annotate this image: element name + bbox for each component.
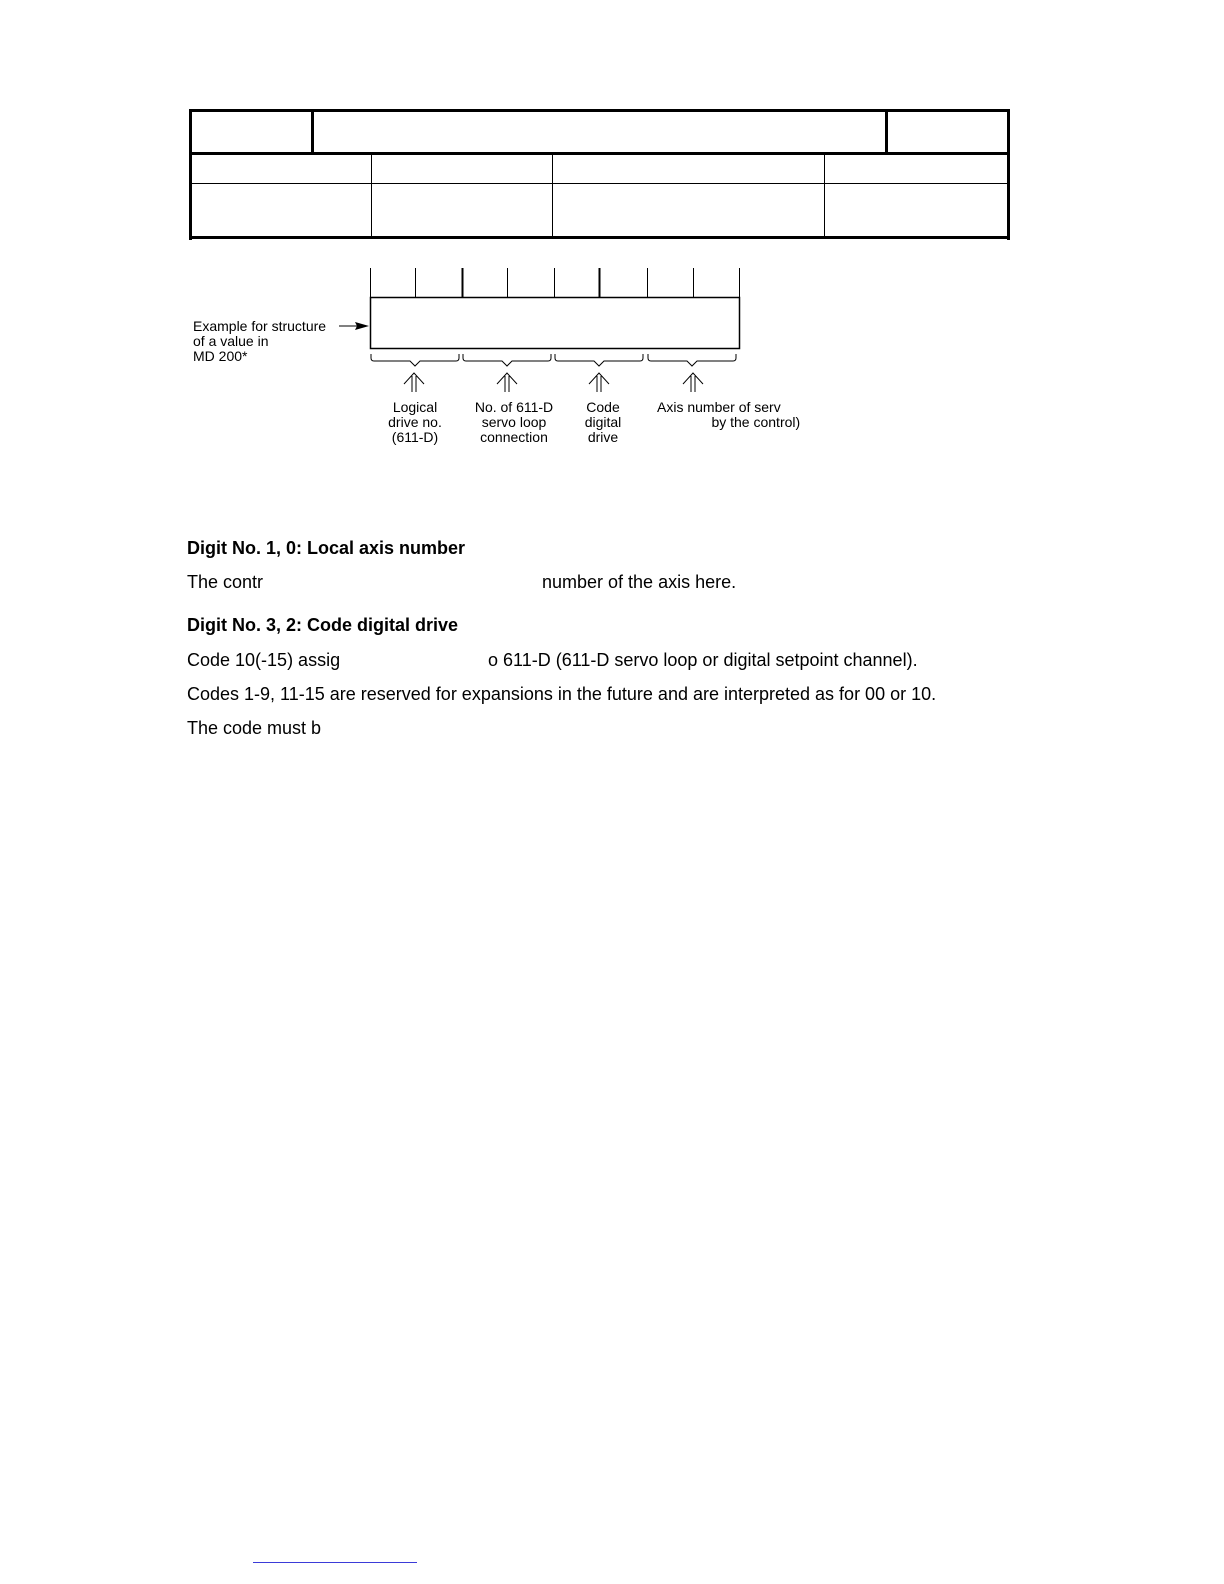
group-label-code-digital-drive: Code digital drive xyxy=(584,399,622,445)
group-label-axis-number: Axis number of serv by the control) xyxy=(657,399,801,430)
group-label-servo-loop: No. of 611-D servo loop connection xyxy=(474,399,554,445)
paragraph-line-fragment: o 611-D (611-D servo loop or digital setpoint channel). xyxy=(488,650,918,670)
brace-axis xyxy=(648,354,736,366)
pointer-arrowhead xyxy=(355,322,369,330)
paragraph-line: Codes 1-9, 11-15 are reserved for expansions in the future and are interpreted as for 00 or 10. xyxy=(187,684,937,704)
brace-servo-loop xyxy=(463,354,551,366)
paragraph-line: The contr xyxy=(187,572,264,592)
section-heading: Digit No. 3, 2: Code digital drive xyxy=(187,615,459,635)
paragraph-line: The code must b xyxy=(187,718,322,738)
diagram-graphics xyxy=(0,0,1224,460)
up-arrow-2-icon xyxy=(497,373,517,392)
paragraph-line-fragment: number of the axis here. xyxy=(542,572,737,592)
up-arrow-1-icon xyxy=(404,373,424,392)
brace-logical xyxy=(371,354,459,366)
example-label: Example for structure of a value in MD 200* xyxy=(193,318,327,364)
brace-code xyxy=(555,354,643,366)
value-box xyxy=(371,298,740,349)
paragraph-line: Code 10(-15) assig xyxy=(187,650,341,670)
section-heading: Digit No. 1, 0: Local axis number xyxy=(187,538,466,558)
group-label-logical-drive: Logical drive no. (611-D) xyxy=(388,399,442,445)
up-arrow-4-icon xyxy=(683,373,703,392)
up-arrow-3-icon xyxy=(589,373,609,392)
footer-link-underline[interactable] xyxy=(253,1562,417,1563)
